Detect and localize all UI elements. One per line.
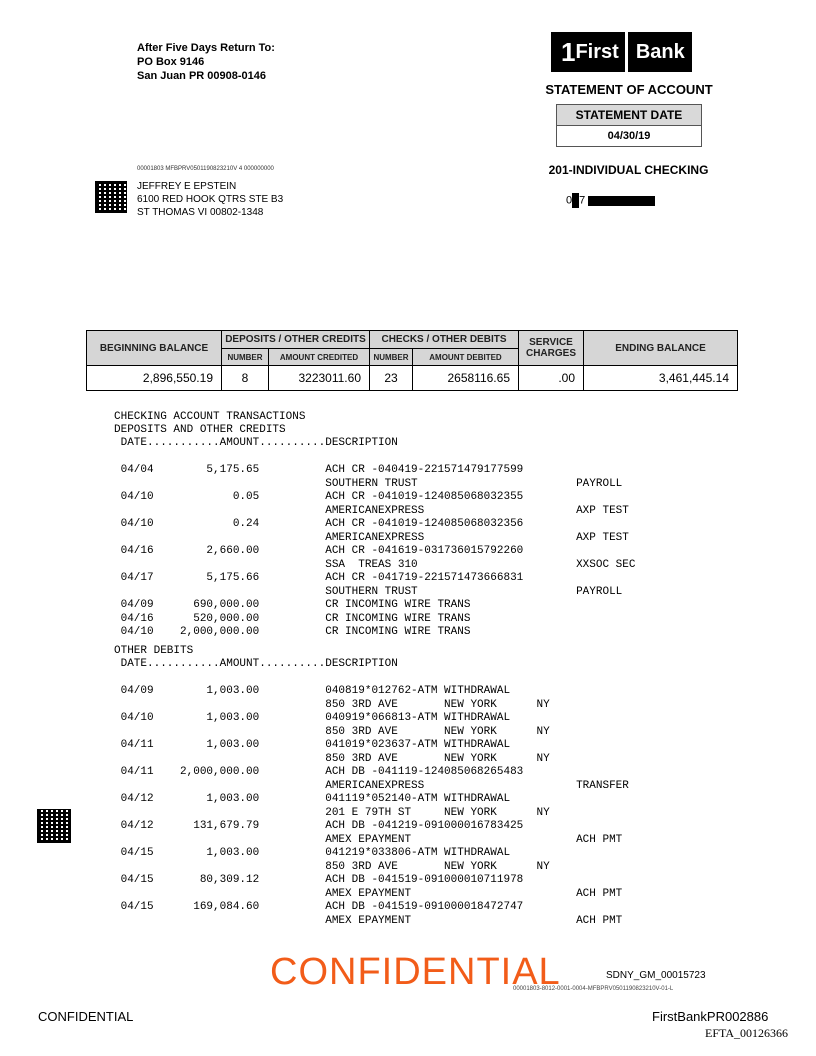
header-checks: CHECKS / OTHER DEBITS: [370, 331, 519, 349]
transaction-line: 850 3RD AVE NEW YORK NY: [114, 752, 550, 765]
ending-balance: 3,461,445.14: [584, 366, 738, 391]
transaction-line: 201 E 79TH ST NEW YORK NY: [114, 806, 550, 819]
barcode-icon: [95, 181, 127, 213]
debits-header: DATE...........AMOUNT..........DESCRIPTION: [114, 658, 398, 670]
transaction-line: 04/16 520,000.00 CR INCOMING WIRE TRANS: [114, 612, 471, 625]
logo-first: First: [575, 40, 619, 63]
credits-list: [114, 464, 636, 640]
service-charges: .00: [519, 366, 584, 391]
efta-number: EFTA_00126366: [705, 1026, 789, 1040]
account-number-mid: 7: [579, 194, 586, 207]
transaction-line: 850 3RD AVE NEW YORK NY: [114, 698, 550, 711]
confidential-stamp: CONFIDENTIAL: [270, 951, 561, 993]
bank-logo: [551, 32, 692, 72]
transaction-line: 850 3RD AVE NEW YORK NY: [114, 725, 550, 738]
transaction-line: 04/09 690,000.00 CR INCOMING WIRE TRANS: [114, 599, 471, 611]
sdny-number: SDNY_GM_00015723: [606, 970, 706, 981]
account-number: [566, 193, 655, 208]
barcode-icon: [37, 809, 71, 843]
debit-count: 23: [370, 366, 413, 391]
account-number-prefix: 0: [566, 194, 573, 207]
transaction-line: 04/12 1,003.00 041119*052140-ATM WITHDRAWAL: [114, 793, 511, 805]
transaction-line: 04/15 80,309.12 ACH DB -041519-091000010711978: [114, 874, 524, 886]
transaction-line: 04/10 0.05 ACH CR -041019-124085068032355: [114, 491, 524, 503]
amount-credited: 3223011.60: [269, 366, 370, 391]
redaction-block: [588, 196, 655, 206]
transaction-line: 04/10 0.24 ACH CR -041019-124085068032356: [114, 518, 524, 530]
header-beginning-balance: BEGINNING BALANCE: [87, 331, 222, 366]
footer-confidential: CONFIDENTIAL: [38, 1009, 134, 1024]
transaction-line: AMERICANEXPRESS TRANSFER: [114, 779, 629, 792]
logo-bank: Bank: [635, 40, 685, 63]
header-service-charges: SERVICE CHARGES: [519, 331, 584, 366]
document-code: 00001803-8012-0001-0004-MFBPRV0501190823210V-01-L: [513, 986, 674, 992]
statement-date-label: STATEMENT DATE: [557, 105, 701, 126]
header-amount-debited: AMOUNT DEBITED: [413, 349, 519, 366]
account-type: 201-INDIVIDUAL CHECKING: [548, 163, 709, 177]
transaction-line: 850 3RD AVE NEW YORK NY: [114, 860, 550, 873]
header-deposits: DEPOSITS / OTHER CREDITS: [222, 331, 370, 349]
statement-date-value: 04/30/19: [607, 130, 651, 142]
header-debit-number: NUMBER: [370, 349, 413, 366]
transaction-line: 04/10 2,000,000.00 CR INCOMING WIRE TRANS: [114, 626, 471, 638]
deposit-count: 8: [222, 366, 269, 391]
statement-date-box: [556, 104, 702, 147]
debits-list: [114, 685, 629, 928]
mail-code: 00001803 MFBPRV0501190823210V 4 000000000: [137, 166, 274, 172]
transaction-line: 04/17 5,175.66 ACH CR -041719-221571473666831: [114, 572, 524, 584]
return-line-2: PO Box 9146: [137, 56, 205, 68]
return-address: [137, 41, 275, 83]
transaction-line: 04/11 1,003.00 041019*023637-ATM WITHDRAWAL: [114, 739, 511, 751]
customer-name: JEFFREY E EPSTEIN: [137, 181, 237, 192]
bates-number: FirstBankPR002886: [652, 1009, 769, 1024]
account-summary-table: [86, 330, 738, 391]
transaction-line: 04/10 1,003.00 040919*066813-ATM WITHDRAWAL: [114, 712, 511, 724]
return-line-3: San Juan PR 00908-0146: [137, 70, 267, 82]
transaction-line: AMERICANEXPRESS AXP TEST: [114, 531, 629, 544]
transaction-line: SOUTHERN TRUST PAYROLL: [114, 477, 623, 490]
header-deposit-number: NUMBER: [222, 349, 269, 366]
transaction-line: 04/15 169,084.60 ACH DB -041519-091000018472747: [114, 901, 524, 913]
credits-header: DATE...........AMOUNT..........DESCRIPTION: [114, 437, 398, 449]
header-amount-credited: AMOUNT CREDITED: [269, 349, 370, 366]
debits-title: OTHER DEBITS: [114, 645, 194, 657]
customer-address: [137, 180, 283, 219]
transaction-line: SOUTHERN TRUST PAYROLL: [114, 585, 623, 598]
beginning-balance: 2,896,550.19: [87, 366, 222, 391]
transaction-line: 04/15 1,003.00 041219*033806-ATM WITHDRAWAL: [114, 847, 511, 859]
transaction-line: 04/12 131,679.79 ACH DB -041219-091000016783425: [114, 820, 524, 832]
customer-address-line-1: 6100 RED HOOK QTRS STE B3: [137, 194, 284, 205]
amount-debited: 2658116.65: [413, 366, 519, 391]
transaction-line: SSA TREAS 310 XXSOC SEC: [114, 558, 636, 571]
credits-title: DEPOSITS AND OTHER CREDITS: [114, 424, 286, 436]
statement-title: STATEMENT OF ACCOUNT: [545, 82, 713, 97]
transaction-line: AMEX EPAYMENT ACH PMT: [114, 914, 623, 927]
transaction-line: 04/11 2,000,000.00 ACH DB -041119-124085068265483: [114, 766, 524, 778]
transaction-line: 04/16 2,660.00 ACH CR -041619-031736015792260: [114, 545, 524, 557]
transaction-line: AMERICANEXPRESS AXP TEST: [114, 504, 629, 517]
transactions-title: CHECKING ACCOUNT TRANSACTIONS: [114, 411, 306, 423]
transaction-line: 04/09 1,003.00 040819*012762-ATM WITHDRAWAL: [114, 685, 511, 697]
logo-one: 1: [561, 36, 575, 67]
customer-address-line-2: ST THOMAS VI 00802-1348: [137, 207, 264, 218]
return-line-1: After Five Days Return To:: [137, 42, 275, 54]
transaction-line: AMEX EPAYMENT ACH PMT: [114, 833, 623, 846]
transaction-line: AMEX EPAYMENT ACH PMT: [114, 887, 623, 900]
logo-divider: [625, 32, 628, 72]
header-ending-balance: ENDING BALANCE: [584, 331, 738, 366]
transaction-line: 04/04 5,175.65 ACH CR -040419-221571479177599: [114, 464, 524, 476]
